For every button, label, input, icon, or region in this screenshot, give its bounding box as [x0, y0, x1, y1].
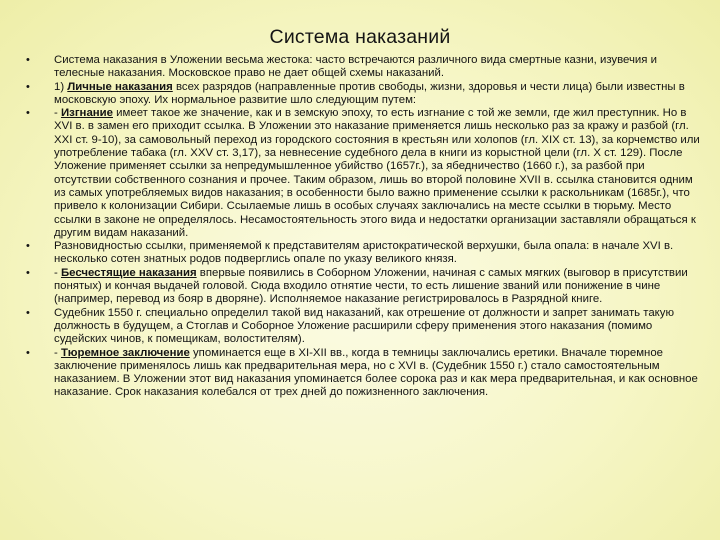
bullet-icon: •	[26, 54, 30, 66]
item-text: имеет такое же значение, как и в земскую эпоху, то есть изгнание с той же земли, где жил преступник. Но в XVI в. в замен его приходит ссылка. В Уложении это наказание применяется лишь несколько раз за кражу и разбой (гл. XXI ст. 9-10), за самовольный переход из городского состояния в крестьян или холопов (гл. XIX ст. 13), за корчемство или употребление табака (гл. XXV ст. 3,17), за невнесение судебного дела в книги из корыстной цели (гл. X ст. 129). После Уложение применяет ссылки за непредумышленное убийство (1657г.), за ябедничество (1660 г.), за разбой при отсутствии собственного сознания и прочее. Таким образом, лишь во второй половине XVII в. ссылка становится одним из самых употребляемых видов наказания; в особенности было важно применение ссылки к раскольникам (1685г.), что привело к колонизации Сибири. Ссылаемые лишь в особых случаях заключались на месте ссылки в тюрьму. Место ссылки в законе не определялось. Несамостоятельность этого вида и недостатки организации заставляли обращаться к другим видам наказаний.	[54, 107, 700, 239]
bullet-icon: •	[26, 306, 30, 319]
item-term: Бесчестящие наказания	[60, 266, 197, 279]
bullet-item	[20, 347, 700, 400]
item-prefix: -	[54, 346, 61, 359]
bullet-icon: •	[26, 346, 30, 359]
bullet-item	[20, 81, 700, 108]
slide-title: Система наказаний	[269, 26, 451, 48]
bullet-item	[20, 307, 700, 347]
bullet-list	[20, 54, 700, 400]
item-text: упоминается еще в XI-XII вв., когда в темницы заключались еретики. Вначале тюремное заключение применялось лишь как предварительная мера, но с XVI в. (Судебник 1550 г.) стало самостоятельным наказанием. В Уложении этот вид наказания упоминается более сорока раз и как мера предварительная, и как основное наказание. Срок наказания колебался от трех дней до пожизненного заключения.	[54, 346, 698, 399]
bullet-icon: •	[26, 240, 30, 253]
bullet-item	[20, 54, 700, 81]
item-text: Система наказания в Уложении весьма жестока: часто встречаются различного вида смертные казни, изувечия и телесные наказания. Московское право не дает общей схемы наказаний.	[54, 54, 657, 80]
item-term: Изгнание	[60, 107, 113, 120]
bullet-icon: •	[26, 266, 30, 279]
bullet-icon: •	[26, 80, 30, 93]
item-term: Тюремное заключение	[60, 346, 190, 359]
item-prefix: 1)	[54, 80, 68, 93]
item-text: Разновидностью ссылки, применяемой к представителям аристократической верхушки, была опала: в начале XVI в. несколько сотен знатных родов подверглись опале по указу великого князя.	[54, 240, 674, 266]
item-term: Личные наказания	[67, 80, 173, 93]
bullet-icon: •	[26, 107, 30, 120]
bullet-item	[20, 267, 700, 307]
item-prefix: -	[54, 266, 61, 279]
item-text: всех разрядов (направленные против свободы, жизни, здоровья и чести лица) были известны в московскую эпоху. Их нормальное развитие шло следующим путем:	[54, 80, 685, 106]
bullet-item	[20, 240, 700, 267]
item-prefix: -	[54, 107, 61, 120]
bullet-item	[20, 107, 700, 240]
item-text: впервые появились в Соборном Уложении, начиная с самых мягких (выговор в присутствии понятых) и кончая выдачей головой. Сюда входило отнятие чести, то есть лишение званий или понижение в чине (например, перевод из бояр в дворяне). Исполняемое наказание регистрировалось в Разрядной книге.	[54, 266, 688, 306]
item-text: Судебник 1550 г. специально определил такой вид наказаний, как отрешение от должности и запрет занимать такую должность в будущем, а Стоглав и Соборное Уложение расширили сферу применения этого наказания (помимо судейских чинов, к помещикам, волостителям).	[54, 306, 675, 346]
